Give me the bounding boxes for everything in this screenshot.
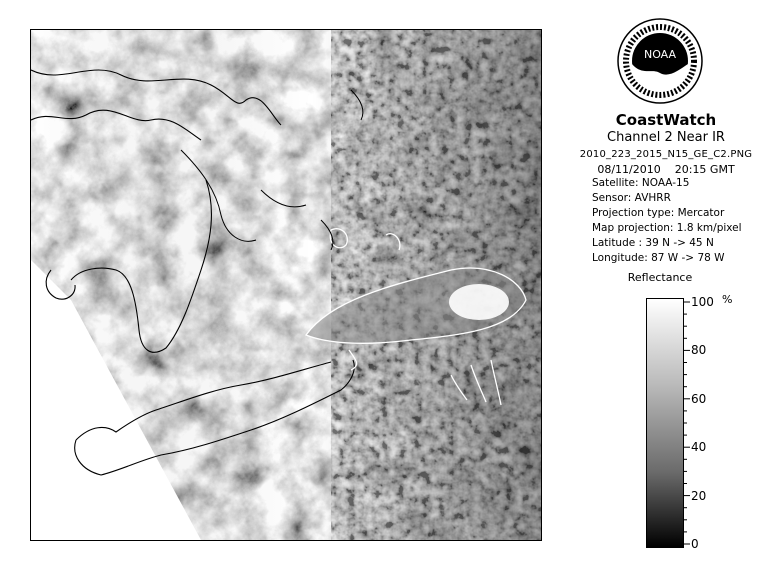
meta-sensor: Sensor: AVHRR	[592, 192, 671, 204]
legend-unit: %	[722, 293, 733, 306]
channel-subtitle: Channel 2 Near IR	[607, 130, 725, 145]
meta-satellite: Satellite: NOAA-15	[592, 177, 690, 189]
colorbar-tick-label: 60	[691, 391, 707, 406]
colorbar-tick-label: 100	[691, 295, 714, 309]
meta-latitude: Latitude : 39 N -> 45 N	[592, 237, 714, 249]
date-text: 08/11/2010	[597, 163, 661, 176]
meta-projection-type: Projection type: Mercator	[592, 207, 725, 219]
colorbar-tick-label: 40	[691, 440, 707, 455]
filename: 2010_223_2015_N15_GE_C2.PNG	[579, 149, 753, 160]
meta-longitude: Longitude: 87 W -> 78 W	[592, 252, 725, 264]
noaa-logo	[617, 18, 703, 104]
colorbar-tick-label: 80	[691, 343, 707, 358]
colorbar	[646, 298, 684, 548]
satellite-image	[30, 29, 542, 541]
app-title: CoastWatch	[615, 111, 717, 129]
metadata-list	[592, 176, 772, 266]
colorbar-ticks	[683, 295, 763, 551]
datetime	[560, 162, 772, 177]
time-text: 20:15 GMT	[674, 163, 735, 176]
legend-title: Reflectance	[627, 271, 693, 284]
colorbar-tick-label: 0	[691, 537, 699, 551]
meta-map-projection: Map projection: 1.8 km/pixel	[592, 222, 742, 234]
colorbar-tick-label: 20	[691, 488, 707, 503]
logo-text: NOAA	[643, 48, 677, 61]
